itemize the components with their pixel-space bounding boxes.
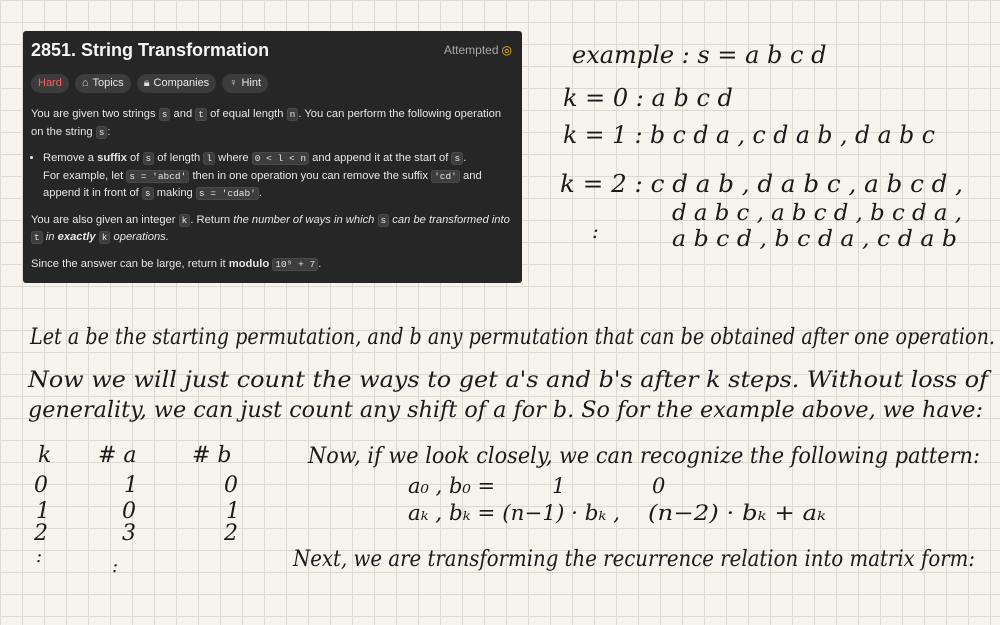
attempted-icon: ◎: [501, 43, 512, 57]
k2-note: k = 2 : c d a b , d a b c , a b c d ,: [560, 170, 963, 198]
lightbulb-icon: ♀: [229, 77, 238, 89]
table-cell: 1: [36, 499, 50, 524]
description-paragraph: Since the answer can be large, return it modulo 10⁹ + 7 .: [31, 257, 322, 270]
tag-icon: ⌂: [81, 77, 89, 89]
base-case-a: 1: [552, 474, 566, 498]
table-cell: 2: [224, 521, 238, 546]
description-paragraph: You are also given an integer k . Return the number of ways in which s can be transformed into t in exactly k operations.: [31, 213, 510, 243]
status-label: Attempted: [443, 43, 499, 57]
table-header-k: k: [38, 443, 52, 468]
table-cell: 3: [122, 521, 136, 546]
companies-button[interactable]: 🔒︎ Companies: [137, 74, 217, 93]
description-paragraph: You are given two strings s and t of equal length n . You can perform the following operation on the string s :: [31, 108, 502, 138]
table-cell: 2: [34, 521, 48, 546]
k1-note: k = 1 : b c d a , c d a b , d a b c: [563, 121, 935, 149]
table-header-b: # b: [192, 443, 232, 468]
counts-table: [33, 443, 240, 577]
lock-icon: 🔒︎: [143, 77, 150, 89]
table-cell: 1: [124, 473, 138, 498]
table-cell: 0: [122, 499, 136, 524]
explanation-line-1: Let a be the starting permutation, and b any permutation that can be obtained after one operation.: [29, 325, 996, 350]
k2-note-line3: a b c d , b c d a , c d a b: [672, 227, 957, 252]
problem-title: 2851. String Transformation: [31, 40, 270, 60]
table-cell: 0: [224, 473, 238, 498]
ellipsis-note: :: [592, 219, 599, 243]
pattern-intro: Now, if we look closely, we can recognize the following pattern:: [307, 444, 980, 469]
ellipsis-note: :: [112, 556, 119, 577]
recurrence-b: (n−2) · bₖ + aₖ: [648, 501, 827, 525]
topics-button[interactable]: ⌂ Topics: [75, 74, 131, 93]
explanation-line-2: Now we will just count the ways to get a's and b's after k steps. Without loss of: [26, 368, 993, 393]
k0-note: k = 0 : a b c d: [563, 84, 733, 112]
table-cell: 0: [34, 473, 48, 498]
list-item: • Remove a suffix of s of length l where 0 < l < n and append it at the start of s . For example, let s = 'abcd' then in one operation you can remove the suffix 'cd' and append it in front of s making s = 'cdab' .: [43, 150, 513, 203]
difficulty-badge: Hard: [31, 74, 69, 93]
recurrence-left: aₖ , bₖ = (n−1) · bₖ ,: [408, 501, 620, 525]
example-note: example : s = a b c d: [572, 41, 827, 69]
base-case-left: a₀ , b₀ =: [408, 474, 496, 498]
hint-button[interactable]: ♀ Hint: [222, 74, 268, 93]
next-step-note: Next, we are transforming the recurrence relation into matrix form:: [292, 547, 975, 572]
ellipsis-note: :: [36, 546, 43, 567]
table-header-a: # a: [98, 443, 137, 468]
base-case-b: 0: [652, 474, 666, 498]
k2-note-line2: d a b c , a b c d , b c d a ,: [672, 201, 962, 226]
explanation-line-3: generality, we can just count any shift of a for b. So for the example above, we have:: [28, 398, 984, 423]
table-cell: 1: [226, 499, 240, 524]
